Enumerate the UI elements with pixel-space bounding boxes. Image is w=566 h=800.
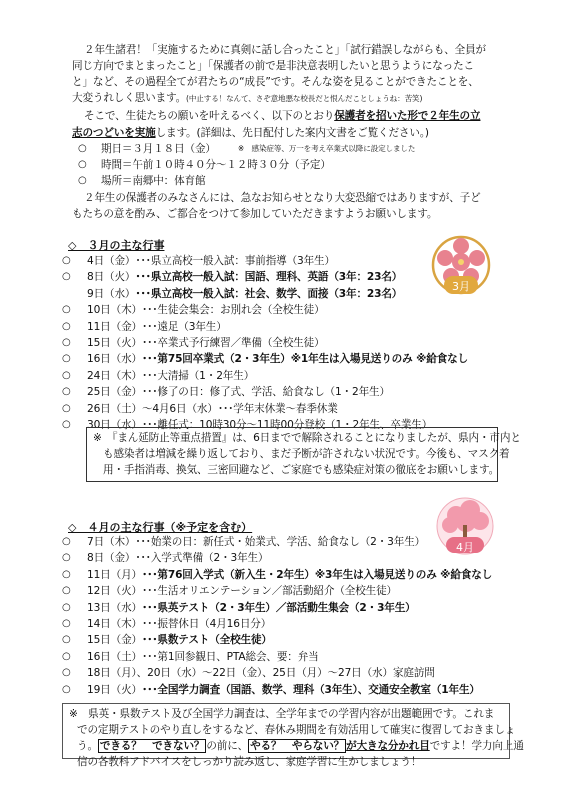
april-event-row <box>62 600 416 616</box>
event-place: 場所＝南郷中：体育館 <box>101 175 206 187</box>
march-note-line-2: も感染者は増減を繰り返しており、まだ予断が許されない状況です。今後も、マスク着 <box>103 448 510 460</box>
bullet-circle: ○ <box>62 386 71 398</box>
bullet-circle: ○ <box>62 255 71 266</box>
april-note-can-do: できる？ できない？ <box>99 740 205 752</box>
march-event-date: 24日（木） <box>87 369 142 382</box>
march-event-date: 15日（火） <box>87 337 142 349</box>
april-event-row <box>62 534 425 550</box>
bullet-circle: ○ <box>62 650 71 662</box>
bullet-circle: ○ <box>62 618 71 629</box>
intro-line-2: 同じ方向でまとまったこと」「保護者の前で是非決意表明したいと思うようになったこ <box>72 60 475 72</box>
april-event-row <box>62 665 435 681</box>
april-event-date: 12日（火） <box>87 585 142 598</box>
intro-p2-text-b: します。(詳細は、先日配付した案内文書をご覧ください。) <box>155 127 429 139</box>
intro-line-4-text: 大変うれしく思います。 <box>72 92 187 104</box>
march-event-row <box>62 286 402 302</box>
april-event-date: 18日（月）、20日（水）～22日（金）、25日（月）～27日（水） <box>87 667 393 680</box>
bullet-circle: ○ <box>62 667 71 679</box>
april-study-note <box>62 703 524 768</box>
event-time: 時間＝午前１０時４０分～１２時３０分（予定） <box>101 159 331 171</box>
april-note-line-3 <box>69 738 524 754</box>
bullet-circle: ○ <box>78 143 87 154</box>
bullet-circle: ○ <box>62 536 71 547</box>
march-note-line-1: ※ 『まん延防止等重点措置』は、6日までで解除されることになりましたが、県内・市内と <box>93 432 521 444</box>
april-event-row <box>62 616 271 632</box>
march-event-date: 30日（水） <box>87 419 142 431</box>
march-event-row <box>62 368 254 384</box>
april-event-text: ･･･振替休日（4月16日分） <box>141 618 272 630</box>
bullet-circle: ○ <box>62 683 71 695</box>
march-event-date: 10日（木） <box>87 304 142 317</box>
intro-line-4 <box>72 90 422 107</box>
april-event-row <box>62 567 492 583</box>
march-heading: ◇ ３月の主な行事 <box>68 239 165 252</box>
event-time-row <box>78 157 331 173</box>
march-event-date: 11日（金） <box>87 320 142 333</box>
april-event-text: ･･･始業の日：新任式・始業式、学活、給食なし（2・3年生） <box>135 536 426 548</box>
march-event-row <box>62 335 325 351</box>
march-event-date: 16日（水） <box>87 353 142 366</box>
april-event-date: 7日（木） <box>87 536 136 548</box>
march-event-text: ･･･卒業式予行練習／準備（全校生徒） <box>141 337 325 349</box>
closing-line-2: もたちの意を酌み、ご都合をつけて参加していただきますようお願いします。 <box>72 208 438 220</box>
april-note-line-1: ※ 県英・県数テスト及び全国学力調査は、全学年までの学習内容が出題範囲です。これま <box>69 708 495 720</box>
march-event-text: ･･･県立高校一般入試：国語、理科、英語（3年：23名） <box>135 271 403 284</box>
april-badge-label: 4月 <box>456 541 474 554</box>
bullet-circle: ○ <box>62 568 71 580</box>
april-event-text: ･･･生活オリエンテーション／部活動紹介（全校生徒） <box>141 585 397 598</box>
march-event-text: ･･･遠足（3年生） <box>141 320 227 333</box>
march-badge-label: 3月 <box>452 280 470 293</box>
march-event-text: ･･･第75回卒業式（2・3年生）※1年生は入場見送りのみ ※給食なし <box>141 353 468 366</box>
april-note-text-a: う。 <box>77 740 98 752</box>
bullet-circle: ○ <box>62 320 71 332</box>
bullet-circle: ○ <box>62 419 71 430</box>
april-note-turning-point: が大きな分かれ目 <box>346 740 430 752</box>
event-date-row <box>78 141 415 157</box>
april-event-date: 19日（火） <box>87 683 142 696</box>
april-event-date: 8日（金） <box>87 552 136 565</box>
event-date: 期日＝３月１８日（金） <box>101 143 216 155</box>
march-note-line-3: 用・手指消毒、換気、三密回避など、ご家庭でも感染症対策の徹底をお願いします。 <box>103 464 500 476</box>
intro-line-3: と」など、その過程全てが君たちの“成長”です。そんな姿を見ることができたことを、 <box>72 76 479 88</box>
april-heading: ◇ ４月の主な行事（※予定を含む） <box>68 521 253 534</box>
april-event-row <box>62 550 268 566</box>
bullet-circle: ○ <box>62 337 71 348</box>
march-event-text: ･･･大清掃（1・2年生） <box>141 369 255 382</box>
bullet-circle: ○ <box>62 353 71 365</box>
bullet-circle: ○ <box>62 601 71 613</box>
march-event-row <box>62 302 325 318</box>
april-note-text-c: ですよ！学力向上通 <box>429 740 524 752</box>
intro-p2-highlight-b: 志のつどいを実施 <box>72 127 156 139</box>
march-event-date: 8日（火） <box>87 271 136 284</box>
march-event-row <box>62 319 227 335</box>
bullet-circle: ○ <box>62 585 71 597</box>
event-date-note: ※ 感染症等、万一を考え卒業式以降に設定しました <box>237 144 416 153</box>
intro-p2-highlight-a: 保護者を招いた形で２年生の立 <box>334 110 481 122</box>
april-event-row <box>62 583 397 599</box>
april-event-row <box>62 632 272 648</box>
march-event-date: 4日（金） <box>87 255 136 267</box>
march-event-row <box>62 269 402 285</box>
intro-p2-text-a: そこで、生徒たちの願いを叶えるべく、以下のとおり <box>84 110 335 122</box>
march-event-text: ･･･県立高校一般入試：社会、数学、面接（3年：23名） <box>135 287 403 300</box>
bullet-circle: ○ <box>78 159 87 170</box>
april-event-row <box>62 649 319 665</box>
march-event-date: 26日（土）～4月6日（水） <box>87 402 218 415</box>
april-event-text: ･･･県英テスト（2・3年生）／部活動生集会（2・3年生） <box>141 601 416 614</box>
april-badge <box>432 495 498 557</box>
march-event-date: 9日（水） <box>87 287 136 300</box>
intro-p2-line-2 <box>72 125 429 141</box>
march-event-row <box>62 384 390 400</box>
april-note-will-do: やる？ やらない？ <box>250 740 345 752</box>
april-event-date: 15日（金） <box>87 634 142 647</box>
march-event-row <box>62 401 338 417</box>
march-badge <box>430 232 492 298</box>
april-event-text: 家庭訪問 <box>392 667 435 680</box>
april-note-line-2: での定期テストのやり直しをするなど、春休み期間を有効活用して確実に復習しておきましょ <box>77 724 516 736</box>
intro-p2-line-1 <box>84 108 480 124</box>
event-place-row <box>78 173 205 189</box>
closing-line-1: ２年生の保護者のみなさんには、急なお知らせとなり大変恐縮ではありますが、子ど <box>84 192 481 204</box>
march-covid-note <box>86 427 521 482</box>
intro-line-1: ２年生諸君！「実施するために真剣に話し合ったこと」「試行錯誤しながらも、全員が <box>84 44 487 56</box>
april-event-date: 11日（月） <box>87 568 142 581</box>
march-event-date: 25日（金） <box>87 386 142 399</box>
march-event-text: ･･･学年末休業～春季休業 <box>217 402 338 415</box>
april-note-text-b: の前に、 <box>206 740 249 752</box>
april-event-text: ･･･入学式準備（2・3年生） <box>135 552 269 565</box>
bullet-circle: ○ <box>62 634 71 646</box>
april-event-text: ･･･第76回入学式（新入生・2年生）※3年生は入場見送りのみ ※給食なし <box>141 568 493 581</box>
april-event-text: ･･･県数テスト（全校生徒） <box>141 634 272 647</box>
bullet-circle: ○ <box>62 402 71 414</box>
march-event-row <box>62 253 335 269</box>
march-event-text: ･･･生徒会集会：お別れ会（全校生徒） <box>141 304 325 317</box>
bullet-circle: ○ <box>62 304 71 316</box>
april-note-line-4: 信の各教科アドバイスをしっかり読み返し、家庭学習に生かしましょう！ <box>77 756 422 768</box>
march-event-row <box>62 351 468 367</box>
bullet-circle: ○ <box>62 552 71 564</box>
april-event-row <box>62 682 480 698</box>
april-event-text: ･･･全国学力調査（国語、数学、理科（3年生）、交通安全教室（1年生） <box>141 683 480 696</box>
april-event-date: 16日（土） <box>87 650 142 663</box>
march-event-text: ･･･修了の日：修了式、学活、給食なし（1・2年生） <box>141 386 390 399</box>
april-event-date: 13日（水） <box>87 601 142 614</box>
intro-aside: (中止する！なんて、さぞ意地悪な校長だと恨んだことしょうね：苦笑) <box>186 94 423 103</box>
march-event-text: ･･･離任式：10時30分～11時00分登校（1・2年生、卒業生） <box>141 419 433 431</box>
bullet-circle: ○ <box>62 369 71 381</box>
april-event-text: ･･･第1回参観日、PTA総会、要：弁当 <box>141 650 319 663</box>
bullet-circle: ○ <box>78 175 87 186</box>
march-event-text: ･･･県立高校一般入試：事前指導（3年生） <box>135 255 335 267</box>
bullet-circle: ○ <box>62 271 71 283</box>
april-event-date: 14日（木） <box>87 618 142 630</box>
